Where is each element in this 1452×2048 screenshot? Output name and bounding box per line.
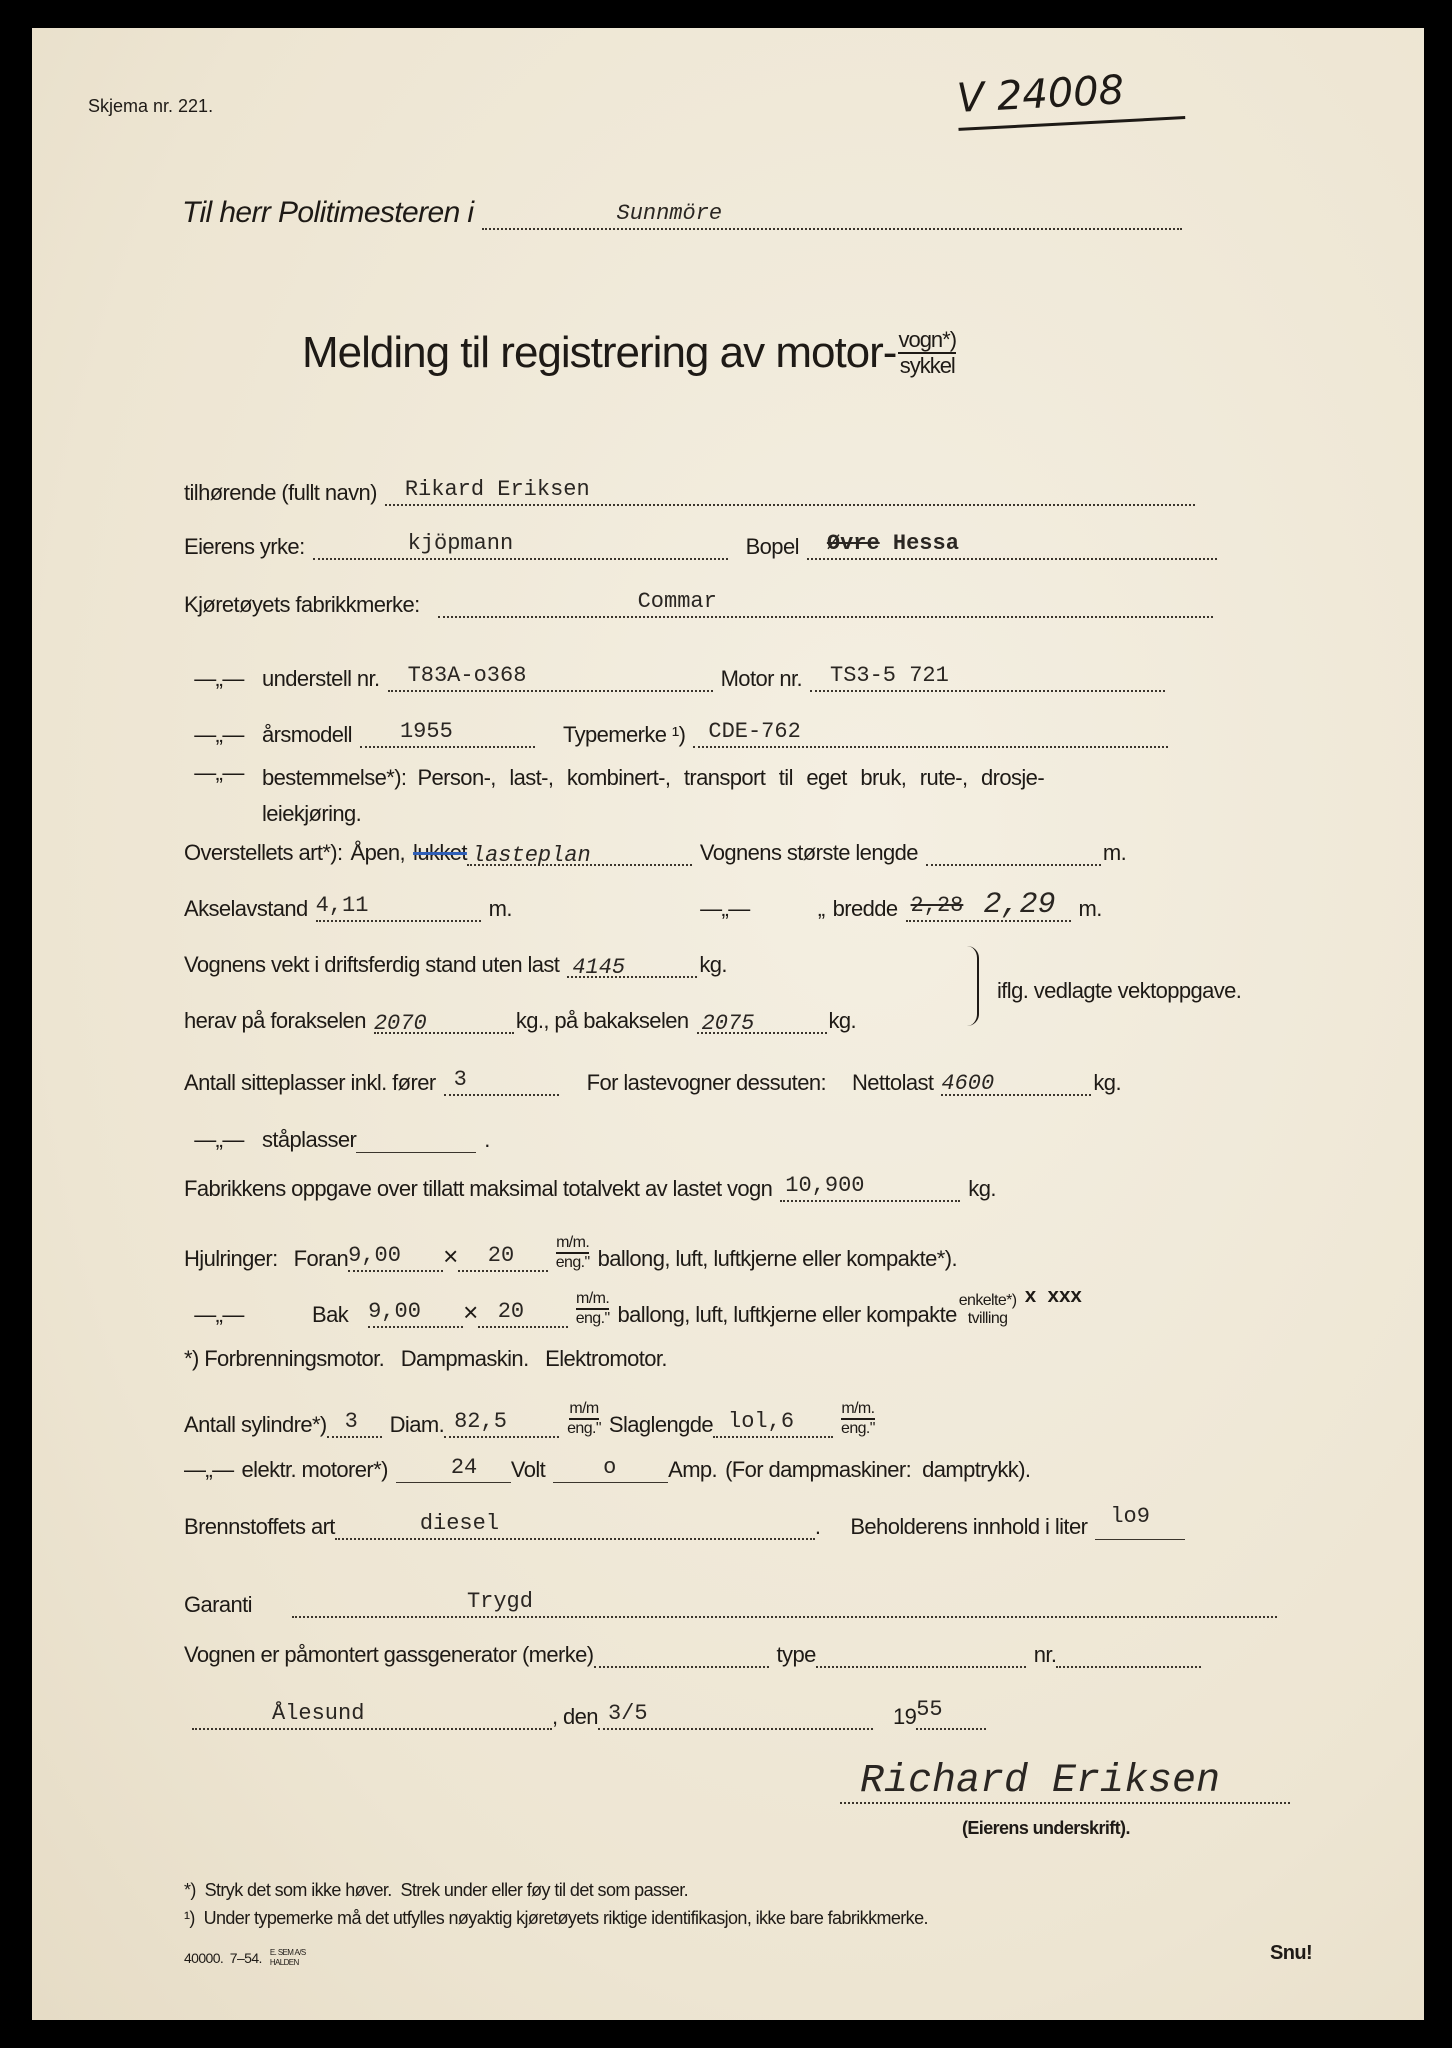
body-closed-struck: lukket xyxy=(413,840,467,865)
front-axle-field[interactable] xyxy=(374,1006,514,1034)
net-load-field[interactable] xyxy=(941,1068,1091,1096)
occupation-field[interactable] xyxy=(313,532,728,560)
field-value: 3 xyxy=(453,1067,467,1092)
single-twin-options xyxy=(959,1292,1017,1328)
rear-rim-field[interactable] xyxy=(478,1300,568,1328)
century-label: 19 xyxy=(892,1704,917,1729)
chassis-label: understell nr. xyxy=(262,666,380,691)
field-value: diesel xyxy=(419,1511,500,1536)
field-value: m/m. xyxy=(576,1290,609,1310)
field-value: 9,00 xyxy=(368,1299,421,1324)
electric-label: elektr. motorer*) xyxy=(241,1457,388,1482)
field-value: eng." xyxy=(555,1254,590,1271)
footnote-2 xyxy=(184,1908,936,1929)
ditto-mark: —„— xyxy=(194,760,244,785)
form-number: Skjema nr. 221. xyxy=(88,96,214,116)
field-value: 55 xyxy=(916,1697,943,1722)
cylinders-field[interactable] xyxy=(327,1410,382,1438)
width-unit: m. xyxy=(1078,896,1102,921)
body-open: Åpen, xyxy=(350,840,406,865)
rear-tires-row xyxy=(184,1286,1090,1328)
field-value: eng." xyxy=(575,1310,610,1327)
weight-note xyxy=(997,978,1249,1004)
field-value: 20 xyxy=(497,1299,525,1324)
unit-fraction xyxy=(841,1400,875,1438)
field-value: 3 xyxy=(344,1409,358,1434)
field-value: Trygd xyxy=(466,1589,533,1614)
field-value: 4,11 xyxy=(315,893,369,918)
printer-block xyxy=(270,1948,306,1968)
year-field[interactable] xyxy=(916,1697,986,1730)
occupation-row xyxy=(184,532,1225,560)
twin-option: tvilling xyxy=(967,1310,1008,1327)
field-value: lo9 xyxy=(1110,1504,1150,1529)
length-field[interactable] xyxy=(926,838,1101,866)
purpose-row xyxy=(184,760,1052,832)
gas-nr-field[interactable] xyxy=(1056,1640,1201,1668)
type-label: Typemerke ¹) xyxy=(562,722,686,747)
standing-label: ståplasser xyxy=(262,1127,357,1152)
cylinders-row xyxy=(184,1400,883,1438)
place-date-row xyxy=(192,1697,994,1730)
field-value xyxy=(827,531,959,556)
occupation-label: Eierens yrke: xyxy=(184,534,305,559)
front-axle-label: herav på forakselen xyxy=(184,1008,366,1033)
period: . xyxy=(484,1127,490,1152)
seats-row xyxy=(184,1068,1129,1096)
ditto-mark: —„— xyxy=(194,1302,244,1327)
weight-note-text: iflg. vedlagte vektoppgave. xyxy=(997,978,1242,1003)
typed-strike-mark: x xxx xyxy=(1024,1286,1082,1309)
gas-type-label: type xyxy=(776,1642,816,1667)
field-value: m/m xyxy=(569,1400,598,1420)
gas-make-field[interactable] xyxy=(594,1640,769,1668)
front-tire-types: ballong, luft, luftkjerne eller kompakte*). xyxy=(597,1246,957,1271)
diameter-field[interactable] xyxy=(444,1410,559,1438)
wheelbase-unit: m. xyxy=(488,896,512,921)
place-field[interactable] xyxy=(192,1702,552,1730)
max-weight-label: Fabrikkens oppgave over tillatt maksimal totalvekt av lastet vogn xyxy=(184,1176,773,1201)
front-rim-field[interactable] xyxy=(458,1244,548,1272)
purpose-block xyxy=(262,760,1044,832)
axle-row xyxy=(184,1006,864,1034)
lorry-label: For lastevogner dessuten: xyxy=(586,1070,826,1095)
width-label: bredde xyxy=(832,896,898,921)
purpose-label: bestemmelse*): xyxy=(262,765,407,790)
title-main: Melding til registrering av motor- xyxy=(302,328,897,377)
body-label: Overstellets art*): xyxy=(184,840,343,865)
ditto-mark: —„— xyxy=(194,722,244,747)
den-label: , den xyxy=(552,1704,598,1729)
field-value: TS3-5 721 xyxy=(830,663,949,688)
standing-field[interactable] xyxy=(356,1126,476,1153)
form-title xyxy=(302,328,964,378)
tires-label: Hjulringer: xyxy=(184,1246,278,1271)
fuel-field[interactable] xyxy=(335,1512,815,1540)
rear-label: Bak xyxy=(312,1302,349,1327)
weight-field[interactable] xyxy=(567,950,697,978)
volt-label: Volt xyxy=(510,1457,546,1482)
ditto-mark: —„— xyxy=(700,896,750,921)
field-value: 82,5 xyxy=(454,1409,507,1434)
residence-struck: Øvre xyxy=(826,531,880,556)
type-field[interactable] xyxy=(693,720,1168,748)
field-value: 9,00 xyxy=(348,1243,401,1268)
length-unit: m. xyxy=(1102,840,1127,865)
field-value: lol,6 xyxy=(728,1409,795,1434)
purpose-options-cont: leiekjøring. xyxy=(262,801,362,826)
times-sign: × xyxy=(463,1297,478,1327)
gas-label: Vognen er påmontert gassgenerator (merke) xyxy=(184,1642,594,1667)
chassis-row xyxy=(184,664,1173,692)
field-value: 1955 xyxy=(399,719,453,744)
engine-types-row xyxy=(184,1346,675,1372)
turn-over-text: Snu! xyxy=(1270,1942,1313,1964)
unit-fraction xyxy=(898,328,956,378)
form-paper xyxy=(32,28,1424,2020)
length-label: Vognens største lengde xyxy=(699,840,918,865)
printer-name: E. SEM A/S xyxy=(269,1948,306,1957)
amp-field[interactable] xyxy=(553,1456,668,1483)
chassis-field[interactable] xyxy=(388,664,713,692)
rear-width-field[interactable] xyxy=(368,1300,463,1328)
body-field[interactable] xyxy=(467,838,692,866)
front-tires-row xyxy=(184,1234,965,1272)
diameter-label: Diam. xyxy=(389,1412,445,1437)
owner-field[interactable] xyxy=(385,478,1195,506)
field-value: 2075 xyxy=(701,1011,755,1036)
seats-label: Antall sitteplasser inkl. fører xyxy=(184,1070,436,1095)
gas-nr-label: nr. xyxy=(1033,1642,1057,1667)
steam-note: (For dampmaskiner: damptrykk). xyxy=(725,1457,1031,1482)
engine-types: *) Forbrenningsmotor. Dampmaskin. Elektromotor. xyxy=(184,1346,667,1371)
weight-row xyxy=(184,950,735,978)
unit-fraction xyxy=(567,1400,601,1438)
title-vogn: vogn*) xyxy=(898,327,957,352)
field-value: eng." xyxy=(567,1420,601,1437)
rear-axle-label: kg., på bakakselen xyxy=(515,1008,689,1033)
field-value: lasteplan xyxy=(471,843,591,868)
tank-field[interactable] xyxy=(1095,1504,1185,1540)
ditto-mark: —„— xyxy=(194,1127,244,1152)
front-label: Foran xyxy=(293,1246,349,1271)
rear-tire-types: ballong, luft, luftkjerne eller kompakte xyxy=(617,1302,957,1327)
guarantee-field[interactable] xyxy=(292,1590,1277,1618)
max-weight-unit: kg. xyxy=(968,1176,996,1201)
stroke-label: Slaglengde xyxy=(608,1412,714,1437)
rear-axle-unit: kg. xyxy=(828,1008,857,1033)
field-value: 4600 xyxy=(941,1071,995,1096)
amp-label: Amp. xyxy=(668,1457,718,1482)
model-year-field[interactable] xyxy=(360,720,535,748)
electric-row xyxy=(184,1456,1038,1483)
stroke-field[interactable] xyxy=(713,1410,833,1438)
ditto-small: „ xyxy=(817,896,825,921)
brace xyxy=(967,946,979,1026)
model-year-label: årsmodell xyxy=(262,722,352,747)
signature-label-row xyxy=(962,1818,1138,1839)
owner-row xyxy=(184,478,1203,506)
motor-field[interactable] xyxy=(810,664,1165,692)
field-value: 2070 xyxy=(373,1011,427,1036)
field-value: 24 xyxy=(450,1455,478,1480)
residence-field[interactable] xyxy=(807,532,1217,560)
signature-row xyxy=(840,1759,1298,1804)
field-value: Ålesund xyxy=(272,1701,365,1726)
field-value: eng." xyxy=(841,1420,875,1437)
make-row xyxy=(184,590,1221,618)
field-value: Sunnmöre xyxy=(616,201,723,226)
width-field[interactable] xyxy=(906,888,1071,922)
fuel-label: Brennstoffets art xyxy=(184,1514,335,1539)
wheelbase-label: Akselavstand xyxy=(184,896,308,921)
wheelbase-field[interactable] xyxy=(316,894,481,922)
field-value: Commar xyxy=(637,589,717,614)
unit-fraction xyxy=(576,1290,610,1328)
signature-field xyxy=(840,1759,1290,1804)
volt-field[interactable] xyxy=(396,1456,511,1483)
guarantee-row xyxy=(184,1590,1285,1618)
field-value: m/m. xyxy=(841,1400,874,1420)
footnote-1 xyxy=(184,1880,696,1901)
tank-label: Beholderens innhold i liter xyxy=(850,1514,1088,1539)
period: . xyxy=(814,1514,821,1539)
residence-label: Bopel xyxy=(745,534,799,559)
weight-unit: kg. xyxy=(699,952,727,977)
width-struck-value: 2,28 xyxy=(910,893,964,918)
max-weight-field[interactable] xyxy=(780,1174,960,1202)
printer-info xyxy=(184,1948,314,1968)
field-value: 20 xyxy=(487,1243,515,1268)
owner-label: tilhørende (fullt navn) xyxy=(184,480,377,505)
field-value: 4145 xyxy=(572,955,626,980)
addressee-row xyxy=(182,196,1190,230)
model-row xyxy=(184,720,1176,748)
ditto-mark: —„— xyxy=(194,666,244,691)
printer-city: HALDEN xyxy=(269,1958,299,1967)
wheelbase-row xyxy=(184,888,1110,922)
net-load-label: Nettolast xyxy=(851,1070,934,1095)
max-weight-row xyxy=(184,1174,1004,1202)
field-value: 10,900 xyxy=(785,1173,865,1198)
field-value: Rikard Eriksen xyxy=(404,477,590,502)
rear-axle-field[interactable] xyxy=(697,1006,827,1034)
residence-value: Hessa xyxy=(892,531,959,556)
purpose-line xyxy=(262,760,1044,796)
fuel-row xyxy=(184,1504,1193,1540)
motor-label: Motor nr. xyxy=(720,666,802,691)
date-field[interactable] xyxy=(598,1702,873,1730)
archive-mark: V 24008 xyxy=(956,64,1186,131)
front-width-field[interactable] xyxy=(348,1244,443,1272)
field-value: o xyxy=(603,1455,617,1480)
field-value: kjöpmann xyxy=(407,531,514,556)
purpose-options: Person-, last-, kombinert-, transport til eget bruk, rute-, drosje- xyxy=(417,765,1045,790)
field-value: m/m. xyxy=(556,1234,589,1254)
field-value: CDE-762 xyxy=(708,719,801,744)
make-label: Kjøretøyets fabrikkmerke: xyxy=(184,592,420,617)
guarantee-label: Garanti xyxy=(184,1592,252,1617)
weight-label: Vognens vekt i driftsferdig stand uten last xyxy=(184,952,560,977)
single-option: enkelte*) xyxy=(958,1292,1017,1309)
width-hand-value: 2,29 xyxy=(983,888,1056,922)
seats-field[interactable] xyxy=(444,1068,559,1096)
times-sign: × xyxy=(443,1241,458,1271)
title-sykkel: sykkel xyxy=(899,353,955,378)
gas-row xyxy=(184,1640,1209,1668)
field-value: T83A-o368 xyxy=(407,663,527,688)
signature-label: (Eierens underskrift). xyxy=(962,1818,1130,1838)
gas-type-field[interactable] xyxy=(816,1640,1026,1668)
print-code: 40000. 7–54. xyxy=(184,1950,262,1966)
ditto-mark: —„— xyxy=(184,1457,234,1482)
addressee-field[interactable] xyxy=(482,202,1182,230)
standing-row xyxy=(184,1126,498,1153)
footnote-text: ¹) Under typemerke må det utfylles nøyaktig kjøretøyets riktige identifikasjon, ikke bare fabrikkmerke. xyxy=(184,1908,928,1928)
field-value: Richard Eriksen xyxy=(860,1759,1221,1804)
cylinders-label: Antall sylindre*) xyxy=(184,1412,327,1437)
body-row xyxy=(184,838,1134,866)
make-field[interactable] xyxy=(438,590,1213,618)
footnote-text: *) Stryk det som ikke høver. Strek under eller føy til det som passer. xyxy=(184,1880,688,1900)
net-load-unit: kg. xyxy=(1093,1070,1121,1095)
unit-fraction xyxy=(556,1234,590,1272)
addressee-label: Til herr Politimesteren i xyxy=(182,196,474,229)
turn-over xyxy=(1270,1942,1320,1965)
field-value: 3/5 xyxy=(607,1701,648,1726)
